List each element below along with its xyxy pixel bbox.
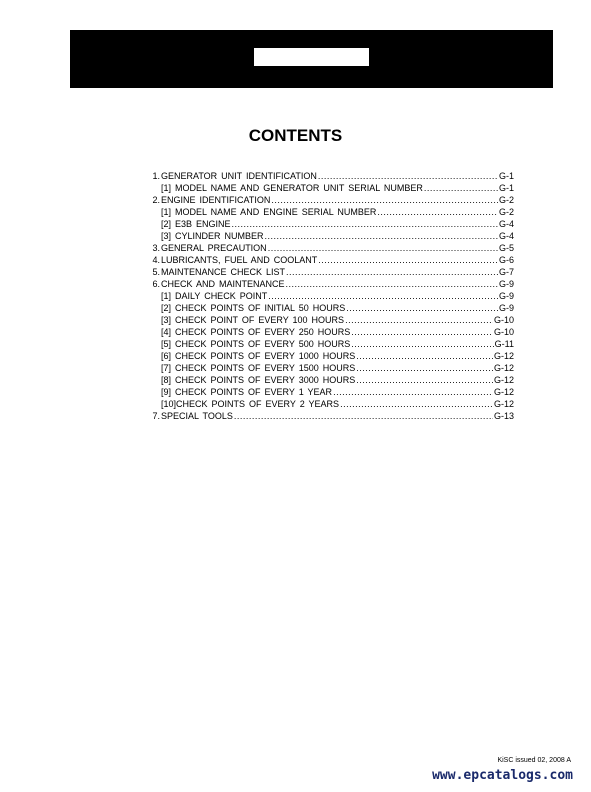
toc-dot-leader [286,266,498,278]
toc-entry-title: [1] DAILY CHECK POINT [161,291,268,301]
toc-dot-leader [351,326,493,338]
issue-note: KiSC issued 02, 2008 A [497,757,571,764]
toc-entry-title: LUBRICANTS, FUEL AND COOLANT [161,255,318,265]
toc-dot-leader [340,398,493,410]
toc-entry-page: G-12 [493,351,514,361]
toc-entry-page: G-12 [493,363,514,373]
toc-entry-page: G-10 [493,315,514,325]
toc-entry[interactable] [140,350,514,362]
toc-entry[interactable] [140,182,514,194]
toc-entry-title: CHECK AND MAINTENANCE [161,279,285,289]
toc-entry-number: 7. [152,411,160,421]
toc-dot-leader [346,302,498,314]
watermark: www.epcatalogs.com [432,768,573,783]
toc-entry-number: 5. [152,267,160,277]
toc-entry-title: ENGINE IDENTIFICATION [161,195,271,205]
toc-entry-page: G-11 [494,339,514,349]
toc-entry-title: [3] CYLINDER NUMBER [161,231,264,241]
toc-entry-page: G-1 [498,171,514,181]
toc-dot-leader [345,314,493,326]
toc-entry-title: [4] CHECK POINTS OF EVERY 250 HOURS [161,327,351,337]
toc-entry-title: GENERATOR UNIT IDENTIFICATION [161,171,317,181]
toc-entry[interactable] [140,398,514,410]
toc-dot-leader [268,242,498,254]
toc-entry-title: [1] MODEL NAME AND GENERATOR UNIT SERIAL NUMBER [161,183,423,193]
toc-entry-title: [2] CHECK POINTS OF INITIAL 50 HOURS [161,303,346,313]
header-band [70,30,553,88]
toc-entry[interactable] [140,194,514,206]
toc-entry-number: 1. [152,171,160,181]
toc-entry-page: G-12 [493,375,514,385]
toc-entry-page: G-1 [498,183,514,193]
toc-entry-title: [3] CHECK POINT OF EVERY 100 HOURS [161,315,345,325]
toc-dot-leader [318,170,498,182]
toc-entry[interactable] [140,266,514,278]
toc-entry-title: [1] MODEL NAME AND ENGINE SERIAL NUMBER [161,207,377,217]
toc-entry[interactable] [140,374,514,386]
toc-entry-title: [7] CHECK POINTS OF EVERY 1500 HOURS [161,363,356,373]
toc-entry[interactable] [140,170,514,182]
toc-entry-title: [10]CHECK POINTS OF EVERY 2 YEARS [161,399,340,409]
toc-entry-page: G-6 [498,255,514,265]
toc-dot-leader [356,350,493,362]
toc-entry[interactable] [140,362,514,374]
toc-dot-leader [424,182,498,194]
toc-entry-title: [2] E3B ENGINE [161,219,231,229]
toc-entry-page: G-2 [498,207,514,217]
toc-entry-title: [9] CHECK POINTS OF EVERY 1 YEAR [161,387,333,397]
toc-entry-page: G-7 [498,267,514,277]
toc-entry[interactable] [140,410,514,422]
toc-entry-number: 4. [152,255,160,265]
toc-entry-title: [6] CHECK POINTS OF EVERY 1000 HOURS [161,351,356,361]
toc-entry-title: [8] CHECK POINTS OF EVERY 3000 HOURS [161,375,356,385]
toc-entry[interactable] [140,314,514,326]
toc-entry-page: G-9 [498,279,514,289]
page-title: CONTENTS [248,126,343,145]
toc-dot-leader [351,338,493,350]
toc-entry-number: 6. [152,279,160,289]
toc-dot-leader [377,206,498,218]
toc-entry[interactable] [140,290,514,302]
toc-entry[interactable] [140,386,514,398]
toc-entry-page: G-9 [498,303,514,313]
toc-entry[interactable] [140,326,514,338]
toc-entry[interactable] [140,242,514,254]
toc-entry-page: G-2 [498,195,514,205]
toc-entry[interactable] [140,302,514,314]
toc-entry-number: 2. [152,195,160,205]
toc-dot-leader [286,278,498,290]
toc-entry-page: G-13 [493,411,514,421]
toc-entry-page: G-9 [498,291,514,301]
toc-entry[interactable] [140,218,514,230]
toc-entry-page: G-12 [493,399,514,409]
toc-dot-leader [234,410,493,422]
toc-entry-title: MAINTENANCE CHECK LIST [161,267,286,277]
toc-dot-leader [356,362,493,374]
toc-entry-title: SPECIAL TOOLS [161,411,233,421]
toc-dot-leader [333,386,493,398]
toc-dot-leader [356,374,493,386]
toc-entry-page: G-12 [493,387,514,397]
toc-entry-page: G-10 [493,327,514,337]
toc-entry-title: [5] CHECK POINTS OF EVERY 500 HOURS [161,339,351,349]
toc-entry[interactable] [140,338,514,350]
toc-dot-leader [268,290,498,302]
toc-entry-number: 3. [152,243,160,253]
toc-dot-leader [232,218,498,230]
toc-dot-leader [271,194,498,206]
toc-entry[interactable] [140,230,514,242]
toc-entry[interactable] [140,206,514,218]
table-of-contents [140,170,514,422]
toc-entry-page: G-4 [498,219,514,229]
toc-dot-leader [318,254,498,266]
toc-dot-leader [265,230,498,242]
toc-entry-page: G-5 [498,243,514,253]
toc-entry[interactable] [140,254,514,266]
toc-entry-title: GENERAL PRECAUTION [161,243,267,253]
toc-entry[interactable] [140,278,514,290]
header-label-box [254,48,369,66]
toc-entry-page: G-4 [498,231,514,241]
